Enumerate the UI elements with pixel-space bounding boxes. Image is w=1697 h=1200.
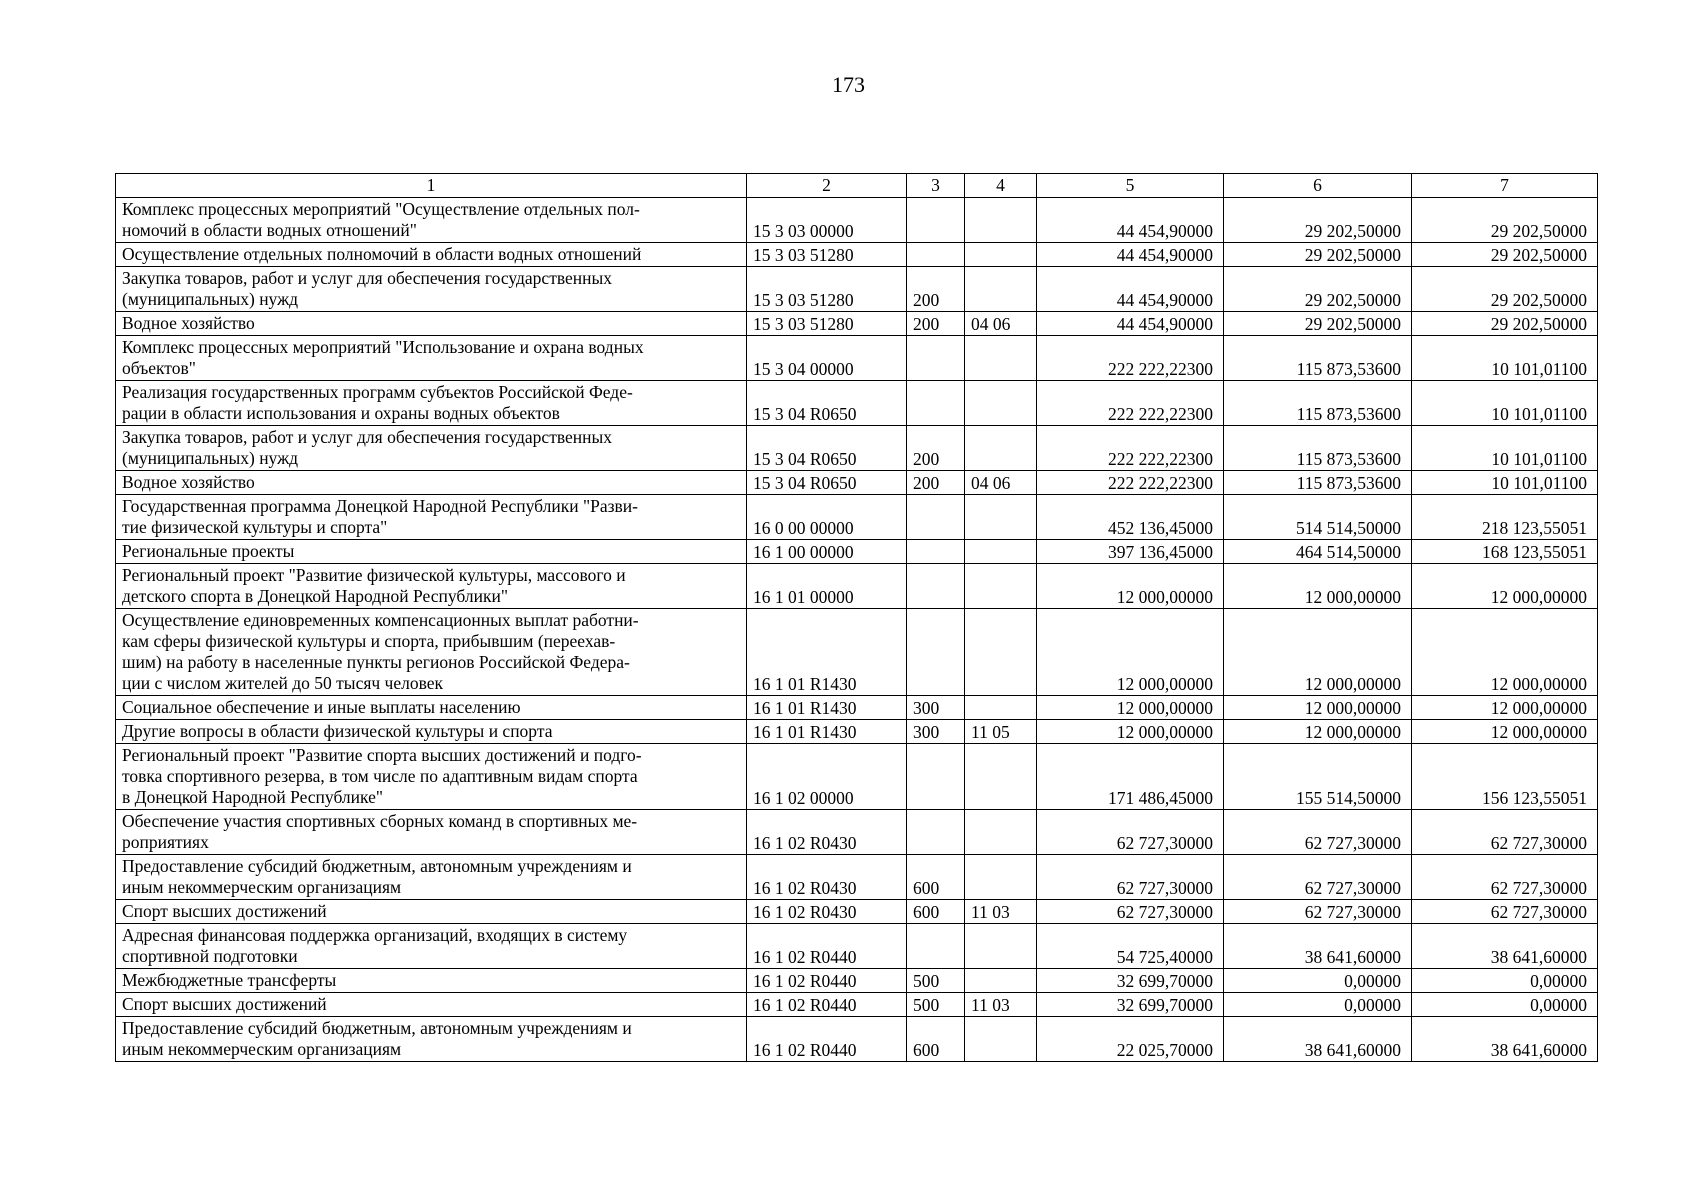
amount-col6-cell: 115 873,53600	[1224, 426, 1412, 471]
target-code-cell: 15 3 04 R0650	[747, 471, 907, 495]
target-code-cell: 16 1 02 R0430	[747, 900, 907, 924]
section-code-cell	[965, 336, 1037, 381]
target-code-cell: 15 3 03 00000	[747, 198, 907, 243]
amount-col6-cell: 12 000,00000	[1224, 609, 1412, 696]
amount-col6-cell: 29 202,50000	[1224, 267, 1412, 312]
target-code-cell: 16 0 00 00000	[747, 495, 907, 540]
target-code-cell: 16 1 01 R1430	[747, 609, 907, 696]
amount-col7-cell: 12 000,00000	[1412, 696, 1598, 720]
section-code-cell	[965, 810, 1037, 855]
expense-group-cell	[907, 381, 965, 426]
table-row	[116, 720, 1598, 744]
expense-group-cell: 600	[907, 1017, 965, 1062]
target-code-cell: 16 1 01 R1430	[747, 720, 907, 744]
table-row	[116, 426, 1598, 471]
amount-col6-cell: 12 000,00000	[1224, 564, 1412, 609]
table-row	[116, 336, 1598, 381]
section-code-cell	[965, 744, 1037, 810]
item-name-cell: Реализация государственных программ субъектов Российской Феде- рации в области использования и охраны водных объектов	[116, 381, 747, 426]
target-code-cell: 16 1 02 R0440	[747, 1017, 907, 1062]
amount-col5-cell: 12 000,00000	[1037, 564, 1224, 609]
target-code-cell: 15 3 04 R0650	[747, 426, 907, 471]
expense-group-cell	[907, 540, 965, 564]
amount-col7-cell: 29 202,50000	[1412, 198, 1598, 243]
expense-group-cell: 500	[907, 969, 965, 993]
table-row	[116, 609, 1598, 696]
expense-group-cell	[907, 609, 965, 696]
target-code-cell: 16 1 00 00000	[747, 540, 907, 564]
target-code-cell: 16 1 02 R0440	[747, 924, 907, 969]
amount-col7-cell: 29 202,50000	[1412, 243, 1598, 267]
section-code-cell	[965, 540, 1037, 564]
amount-col6-cell: 29 202,50000	[1224, 312, 1412, 336]
item-name-cell: Закупка товаров, работ и услуг для обеспечения государственных (муниципальных) нужд	[116, 426, 747, 471]
target-code-cell: 15 3 03 51280	[747, 267, 907, 312]
amount-col5-cell: 222 222,22300	[1037, 426, 1224, 471]
item-name-cell: Комплекс процессных мероприятий "Осуществление отдельных пол- номочий в области водных отношений"	[116, 198, 747, 243]
table-row	[116, 381, 1598, 426]
amount-col5-cell: 22 025,70000	[1037, 1017, 1224, 1062]
amount-col5-cell: 62 727,30000	[1037, 810, 1224, 855]
amount-col5-cell: 452 136,45000	[1037, 495, 1224, 540]
amount-col7-cell: 10 101,01100	[1412, 336, 1598, 381]
expense-group-cell: 200	[907, 312, 965, 336]
section-code-cell	[965, 609, 1037, 696]
amount-col7-cell: 62 727,30000	[1412, 900, 1598, 924]
target-code-cell: 16 1 02 R0430	[747, 855, 907, 900]
item-name-cell: Водное хозяйство	[116, 312, 747, 336]
table-row	[116, 198, 1598, 243]
table-row	[116, 540, 1598, 564]
table-row	[116, 900, 1598, 924]
amount-col6-cell: 12 000,00000	[1224, 720, 1412, 744]
table-row	[116, 1017, 1598, 1062]
amount-col7-cell: 10 101,01100	[1412, 381, 1598, 426]
expense-group-cell	[907, 198, 965, 243]
item-name-cell: Другие вопросы в области физической культуры и спорта	[116, 720, 747, 744]
section-code-cell: 11 03	[965, 900, 1037, 924]
table-row	[116, 924, 1598, 969]
section-code-cell	[965, 924, 1037, 969]
amount-col6-cell: 62 727,30000	[1224, 810, 1412, 855]
target-code-cell: 15 3 04 R0650	[747, 381, 907, 426]
amount-col6-cell: 0,00000	[1224, 993, 1412, 1017]
table-row	[116, 696, 1598, 720]
amount-col6-cell: 12 000,00000	[1224, 696, 1412, 720]
column-header-3: 3	[907, 174, 965, 198]
amount-col5-cell: 171 486,45000	[1037, 744, 1224, 810]
section-code-cell	[965, 381, 1037, 426]
section-code-cell	[965, 243, 1037, 267]
expense-group-cell: 200	[907, 471, 965, 495]
table-row	[116, 267, 1598, 312]
target-code-cell: 16 1 02 R0440	[747, 969, 907, 993]
item-name-cell: Закупка товаров, работ и услуг для обеспечения государственных (муниципальных) нужд	[116, 267, 747, 312]
target-code-cell: 15 3 03 51280	[747, 243, 907, 267]
item-name-cell: Спорт высших достижений	[116, 993, 747, 1017]
table-row	[116, 312, 1598, 336]
amount-col5-cell: 44 454,90000	[1037, 312, 1224, 336]
column-header-4: 4	[965, 174, 1037, 198]
amount-col7-cell: 38 641,60000	[1412, 924, 1598, 969]
amount-col6-cell: 0,00000	[1224, 969, 1412, 993]
amount-col5-cell: 44 454,90000	[1037, 267, 1224, 312]
item-name-cell: Региональные проекты	[116, 540, 747, 564]
amount-col5-cell: 222 222,22300	[1037, 336, 1224, 381]
item-name-cell: Адресная финансовая поддержка организаций, входящих в систему спортивной подготовки	[116, 924, 747, 969]
column-header-6: 6	[1224, 174, 1412, 198]
section-code-cell	[965, 564, 1037, 609]
page-number: 173	[832, 72, 865, 97]
expense-group-cell: 200	[907, 426, 965, 471]
column-header-7: 7	[1412, 174, 1598, 198]
amount-col5-cell: 62 727,30000	[1037, 855, 1224, 900]
section-code-cell: 11 05	[965, 720, 1037, 744]
amount-col6-cell: 29 202,50000	[1224, 243, 1412, 267]
item-name-cell: Водное хозяйство	[116, 471, 747, 495]
item-name-cell: Комплекс процессных мероприятий "Использование и охрана водных объектов"	[116, 336, 747, 381]
table-row	[116, 564, 1598, 609]
item-name-cell: Осуществление отдельных полномочий в области водных отношений	[116, 243, 747, 267]
table-row	[116, 495, 1598, 540]
section-code-cell	[965, 267, 1037, 312]
expense-group-cell: 500	[907, 993, 965, 1017]
expense-group-cell: 600	[907, 900, 965, 924]
amount-col5-cell: 44 454,90000	[1037, 243, 1224, 267]
section-code-cell: 04 06	[965, 471, 1037, 495]
table-row	[116, 744, 1598, 810]
amount-col5-cell: 397 136,45000	[1037, 540, 1224, 564]
item-name-cell: Социальное обеспечение и иные выплаты населению	[116, 696, 747, 720]
amount-col5-cell: 32 699,70000	[1037, 969, 1224, 993]
amount-col7-cell: 12 000,00000	[1412, 564, 1598, 609]
amount-col6-cell: 38 641,60000	[1224, 924, 1412, 969]
amount-col5-cell: 44 454,90000	[1037, 198, 1224, 243]
item-name-cell: Спорт высших достижений	[116, 900, 747, 924]
expense-group-cell: 200	[907, 267, 965, 312]
section-code-cell	[965, 696, 1037, 720]
section-code-cell	[965, 198, 1037, 243]
amount-col7-cell: 12 000,00000	[1412, 609, 1598, 696]
target-code-cell: 15 3 04 00000	[747, 336, 907, 381]
column-header-5: 5	[1037, 174, 1224, 198]
expense-group-cell	[907, 243, 965, 267]
amount-col5-cell: 62 727,30000	[1037, 900, 1224, 924]
section-code-cell	[965, 426, 1037, 471]
target-code-cell: 16 1 02 R0440	[747, 993, 907, 1017]
target-code-cell: 16 1 02 R0430	[747, 810, 907, 855]
amount-col6-cell: 115 873,53600	[1224, 381, 1412, 426]
item-name-cell: Обеспечение участия спортивных сборных команд в спортивных ме- роприятиях	[116, 810, 747, 855]
amount-col6-cell: 29 202,50000	[1224, 198, 1412, 243]
item-name-cell: Региональный проект "Развитие спорта высших достижений и подго- товка спортивного резерва, в том числе по адаптивным видам спорта в Донецкой Народной Республике"	[116, 744, 747, 810]
amount-col5-cell: 12 000,00000	[1037, 720, 1224, 744]
amount-col7-cell: 168 123,55051	[1412, 540, 1598, 564]
column-header-2: 2	[747, 174, 907, 198]
amount-col6-cell: 62 727,30000	[1224, 855, 1412, 900]
amount-col5-cell: 222 222,22300	[1037, 381, 1224, 426]
target-code-cell: 15 3 03 51280	[747, 312, 907, 336]
amount-col7-cell: 0,00000	[1412, 993, 1598, 1017]
amount-col6-cell: 38 641,60000	[1224, 1017, 1412, 1062]
section-code-cell	[965, 969, 1037, 993]
expense-group-cell	[907, 495, 965, 540]
amount-col5-cell: 32 699,70000	[1037, 993, 1224, 1017]
target-code-cell: 16 1 02 00000	[747, 744, 907, 810]
section-code-cell	[965, 1017, 1037, 1062]
amount-col6-cell: 62 727,30000	[1224, 900, 1412, 924]
amount-col6-cell: 514 514,50000	[1224, 495, 1412, 540]
amount-col7-cell: 156 123,55051	[1412, 744, 1598, 810]
amount-col5-cell: 12 000,00000	[1037, 609, 1224, 696]
amount-col7-cell: 29 202,50000	[1412, 267, 1598, 312]
amount-col6-cell: 115 873,53600	[1224, 471, 1412, 495]
table-row	[116, 993, 1598, 1017]
amount-col7-cell: 0,00000	[1412, 969, 1598, 993]
section-code-cell	[965, 495, 1037, 540]
budget-table	[115, 173, 1598, 1062]
amount-col7-cell: 62 727,30000	[1412, 810, 1598, 855]
section-code-cell	[965, 855, 1037, 900]
table-row	[116, 471, 1598, 495]
expense-group-cell: 600	[907, 855, 965, 900]
item-name-cell: Межбюджетные трансферты	[116, 969, 747, 993]
table-body	[116, 198, 1598, 1062]
amount-col7-cell: 38 641,60000	[1412, 1017, 1598, 1062]
amount-col7-cell: 10 101,01100	[1412, 426, 1598, 471]
amount-col5-cell: 12 000,00000	[1037, 696, 1224, 720]
amount-col5-cell: 54 725,40000	[1037, 924, 1224, 969]
table-header-row	[116, 174, 1598, 198]
item-name-cell: Предоставление субсидий бюджетным, автономным учреждениям и иным некоммерческим организациям	[116, 1017, 747, 1062]
amount-col7-cell: 10 101,01100	[1412, 471, 1598, 495]
table-row	[116, 969, 1598, 993]
target-code-cell: 16 1 01 00000	[747, 564, 907, 609]
expense-group-cell	[907, 744, 965, 810]
expense-group-cell	[907, 336, 965, 381]
amount-col5-cell: 222 222,22300	[1037, 471, 1224, 495]
expense-group-cell: 300	[907, 696, 965, 720]
expense-group-cell	[907, 564, 965, 609]
amount-col7-cell: 12 000,00000	[1412, 720, 1598, 744]
item-name-cell: Осуществление единовременных компенсационных выплат работни- кам сферы физической культуры и спорта, прибывшим (переехав- шим) на работу в населенные пункты регионов Российской Федера- ции с числом жителей до 50 тысяч человек	[116, 609, 747, 696]
expense-group-cell	[907, 924, 965, 969]
amount-col7-cell: 62 727,30000	[1412, 855, 1598, 900]
amount-col6-cell: 464 514,50000	[1224, 540, 1412, 564]
expense-group-cell	[907, 810, 965, 855]
target-code-cell: 16 1 01 R1430	[747, 696, 907, 720]
column-header-1: 1	[116, 174, 747, 198]
amount-col7-cell: 218 123,55051	[1412, 495, 1598, 540]
table-row	[116, 243, 1598, 267]
amount-col7-cell: 29 202,50000	[1412, 312, 1598, 336]
item-name-cell: Государственная программа Донецкой Народной Республики "Разви- тие физической культуры и спорта"	[116, 495, 747, 540]
amount-col6-cell: 115 873,53600	[1224, 336, 1412, 381]
section-code-cell: 04 06	[965, 312, 1037, 336]
section-code-cell: 11 03	[965, 993, 1037, 1017]
table-row	[116, 810, 1598, 855]
amount-col6-cell: 155 514,50000	[1224, 744, 1412, 810]
expense-group-cell: 300	[907, 720, 965, 744]
table-row	[116, 855, 1598, 900]
item-name-cell: Предоставление субсидий бюджетным, автономным учреждениям и иным некоммерческим организациям	[116, 855, 747, 900]
item-name-cell: Региональный проект "Развитие физической культуры, массового и детского спорта в Донецкой Народной Республики"	[116, 564, 747, 609]
